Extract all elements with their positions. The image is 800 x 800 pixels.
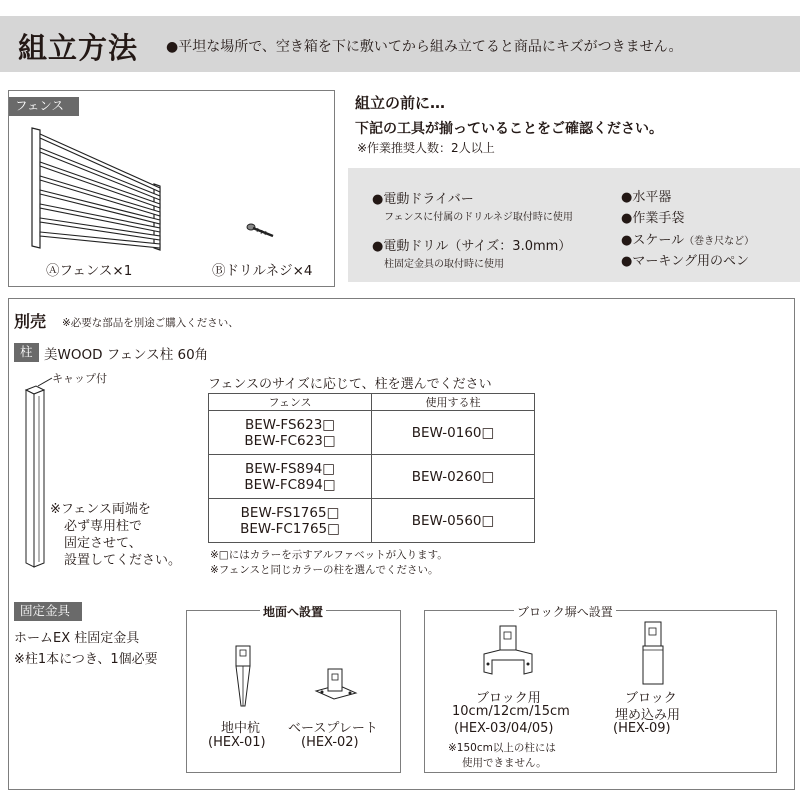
post-note-2: 必ず専用柱で [64,519,143,534]
table-row [209,411,535,455]
ground-stake-icon [226,642,262,710]
table-cell-fence [209,411,372,455]
tool-scale [621,229,754,248]
screw-label: Ⓑドリルネジ×4 [212,263,313,279]
sold-note: ※必要な部品を別途ご購入ください、 [62,317,239,329]
table-row [209,455,535,499]
block-bracket-icon [480,622,536,680]
post-name: 美WOOD フェンス柱 60角 [44,347,209,363]
table-head-post: 使用する柱 [372,394,535,411]
post-note-4: 設置してください。 [64,553,182,568]
bracket-note: ※柱1本につき、1個必要 [14,652,158,667]
tool-gloves: ●作業手袋 [621,211,685,226]
tool-driver-note: フェンスに付属のドリルネジ取付時に使用 [384,212,573,223]
fence-code: BEW-FC623□ [244,432,336,449]
fence-code: BEW-FC894□ [244,476,336,493]
ground-title: 地面へ設置 [260,603,326,620]
block-use-label: ブロック用 [476,691,541,706]
block-use-sizes: 10cm/12cm/15cm [452,704,570,719]
block-use-note-2: 使用できません。 [462,757,547,769]
tool-scale-label: ●スケール [621,233,685,248]
fence-post-table [208,393,535,543]
base-plate-label: ベースプレート [288,721,378,736]
fence-panel-illustration [28,126,168,252]
table-head-fence: フェンス [209,394,372,411]
block-embed-icon [636,618,670,688]
block-embed-code: (HEX-09) [613,721,671,736]
sold-title: 別売 [14,312,47,331]
before-subtitle: 下記の工具が揃っていることをご確認ください。 [355,121,663,137]
fence-code: BEW-FS1765□ [240,504,340,521]
page-title: 組立方法 [18,31,139,65]
post-note-3: 固定させて、 [64,536,142,551]
block-embed-sub: 埋め込み用 [615,708,681,723]
tool-pen: ●マーキング用のペン [621,254,749,269]
before-title: 組立の前に… [355,94,446,112]
parts-tag: フェンス [9,97,79,116]
before-note: ※作業推奨人数：2人以上 [357,141,495,155]
bracket-name: ホームEX 柱固定金具 [14,631,140,646]
fence-code: BEW-FS894□ [244,460,336,477]
tool-level: ●水平器 [621,190,672,205]
tool-driver: ●電動ドライバー [372,192,474,207]
tool-scale-note: （巻き尺など） [684,236,755,247]
block-embed-label: ブロック [625,691,677,706]
fence-code: BEW-FC1765□ [240,520,340,537]
fence-code: BEW-FS623□ [244,416,336,433]
post-note-1: ※フェンス両端を [50,502,151,517]
table-caption: フェンスのサイズに応じて、柱を選んでください [208,377,492,392]
ground-stake-label: 地中杭 [221,721,261,736]
table-cell-fence [209,455,372,499]
base-plate-icon [314,665,358,703]
bracket-tag: 固定金具 [14,602,82,621]
drill-screw-icon [246,222,276,240]
table-header-row [209,394,535,411]
header-note: ●平坦な場所で、空き箱を下に敷いてから組み立てると商品にキズがつきません。 [166,39,683,55]
block-use-note-1: ※150cm以上の柱には [448,742,556,754]
cap-label: キャップ付 [52,372,107,385]
ground-stake-code: (HEX-01) [208,735,266,750]
post-tag: 柱 [14,343,39,362]
table-note-2: ※フェンスと同じカラーの柱を選んでください。 [210,564,439,576]
table-cell-fence [209,499,372,543]
table-note-1: ※□にはカラーを示すアルファベットが入ります。 [210,549,448,561]
tool-drill: ●電動ドリル（サイズ：3.0mm） [372,239,572,254]
fence-label: Ⓐフェンス×1 [46,263,133,279]
block-use-code: (HEX-03/04/05) [454,721,554,736]
table-row [209,499,535,543]
table-cell-post: BEW-0160□ [372,411,535,455]
tool-drill-note: 柱固定金具の取付時に使用 [384,259,504,270]
table-cell-post: BEW-0260□ [372,455,535,499]
block-title: ブロック塀へ設置 [514,603,616,620]
base-plate-code: (HEX-02) [301,735,359,750]
table-cell-post: BEW-0560□ [372,499,535,543]
